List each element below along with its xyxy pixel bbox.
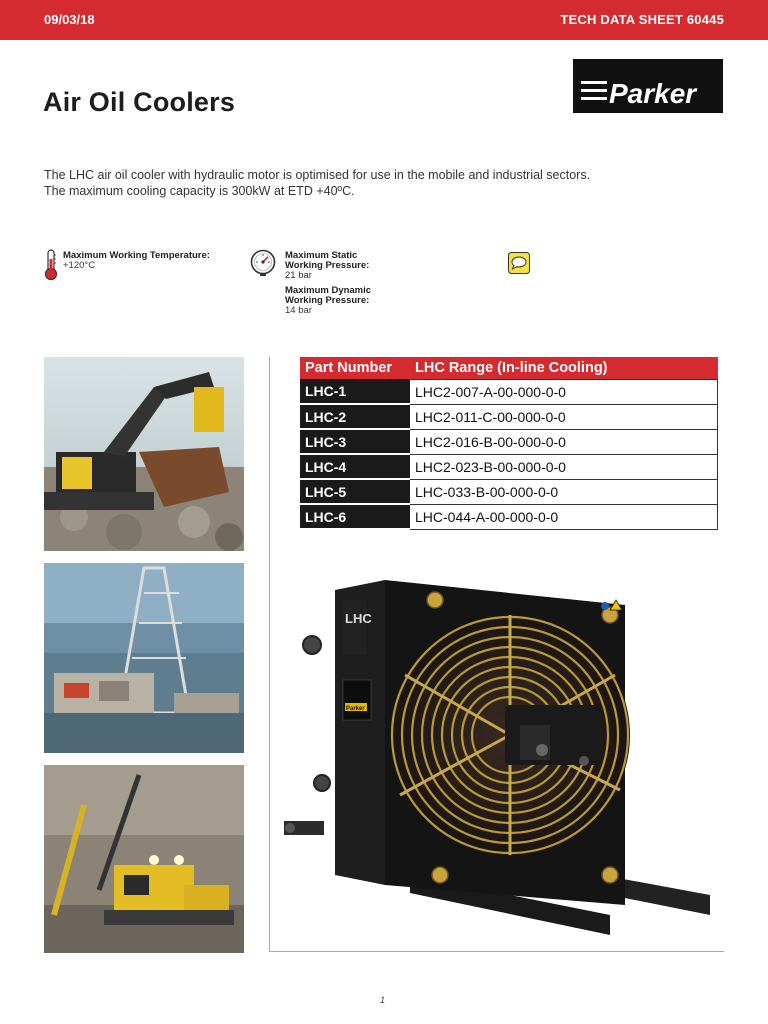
mining-drill-photo xyxy=(44,765,244,953)
excavator-photo xyxy=(44,357,244,551)
vertical-divider xyxy=(269,357,270,952)
table-row xyxy=(300,504,718,529)
lhc-range-cell: LHC-044-A-00-000-0-0 xyxy=(410,504,718,529)
part-number-cell: LHC-1 xyxy=(300,379,410,404)
document-date: 09/03/18 xyxy=(44,12,95,27)
part-number-cell: LHC-5 xyxy=(300,479,410,504)
lhc-range-cell: LHC2-007-A-00-000-0-0 xyxy=(410,379,718,404)
spec-max-static-pressure: Maximum Static Working Pressure: 21 bar xyxy=(285,250,370,281)
comment-annotation-icon[interactable] xyxy=(508,252,530,274)
tech-data-sheet-number: TECH DATA SHEET 60445 xyxy=(560,12,724,27)
pressure-gauge-icon xyxy=(249,249,277,277)
table-header-row xyxy=(300,357,718,379)
header-bar xyxy=(0,0,768,40)
intro-line-1: The LHC air oil cooler with hydraulic motor is optimised for use in the mobile and industrial sectors. xyxy=(44,168,591,182)
part-number-cell: LHC-6 xyxy=(300,504,410,529)
lhc-range-cell: LHC2-016-B-00-000-0-0 xyxy=(410,429,718,454)
part-number-cell: LHC-2 xyxy=(300,404,410,429)
part-number-table xyxy=(300,357,718,530)
column-header-part-number: Part Number xyxy=(300,357,410,379)
air-oil-cooler-product-image xyxy=(280,575,720,950)
page-number: 1 xyxy=(380,995,386,1005)
part-number-cell: LHC-3 xyxy=(300,429,410,454)
spec-max-dynamic-pressure: Maximum Dynamic Working Pressure: 14 bar xyxy=(285,285,372,316)
thermometer-icon xyxy=(43,249,59,281)
spec-max-working-temperature: Maximum Working Temperature: +120°C xyxy=(63,250,210,271)
table-row xyxy=(300,429,718,454)
lhc-range-cell: LHC2-011-C-00-000-0-0 xyxy=(410,404,718,429)
column-header-lhc-range: LHC Range (In-line Cooling) xyxy=(410,357,718,379)
product-panel-brand: Parker xyxy=(346,706,365,712)
product-model-label: LHC xyxy=(345,611,372,626)
table-row xyxy=(300,479,718,504)
part-number-cell: LHC-4 xyxy=(300,454,410,479)
bottom-divider xyxy=(269,951,724,952)
logo-wordmark: Parker xyxy=(609,78,697,109)
table-row xyxy=(300,379,718,404)
intro-line-2: The maximum cooling capacity is 300kW at ETD +40ºC. xyxy=(44,184,355,198)
lhc-range-cell: LHC2-023-B-00-000-0-0 xyxy=(410,454,718,479)
table-row xyxy=(300,454,718,479)
table-row xyxy=(300,404,718,429)
lhc-range-cell: LHC-033-B-00-000-0-0 xyxy=(410,479,718,504)
drilling-rig-photo xyxy=(44,563,244,753)
page-title: Air Oil Coolers xyxy=(43,87,236,117)
parker-logo xyxy=(573,59,723,113)
intro-paragraph xyxy=(44,167,724,199)
